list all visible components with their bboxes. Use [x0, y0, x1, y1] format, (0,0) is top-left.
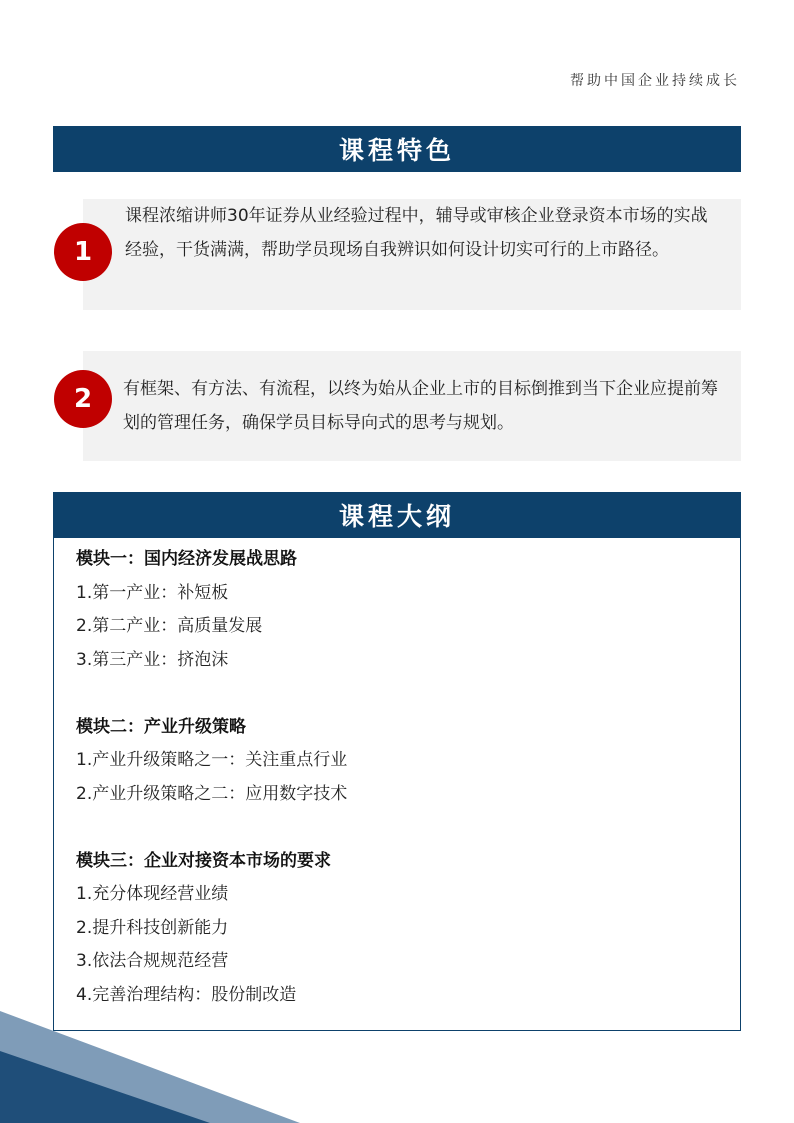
header-tagline: 帮助中国企业持续成长 [570, 73, 740, 89]
module-spacer [76, 677, 720, 711]
module-3-item: 1.充分体现经营业绩 [76, 884, 229, 904]
corner-decoration [0, 1011, 300, 1123]
module-2-item: 1.产业升级策略之一：关注重点行业 [76, 750, 348, 770]
feature-box-1 [83, 199, 741, 310]
module-1-item: 3.第三产业：挤泡沫 [76, 649, 229, 670]
module-2-item: 2.产业升级策略之二：应用数字技术 [76, 783, 348, 804]
module-3-item: 3.依法合规规范经营 [76, 951, 229, 971]
module-2-title: 模块二：产业升级策略 [76, 716, 246, 737]
module-1-item: 1.第一产业：补短板 [76, 582, 229, 603]
module-3-item: 4.完善治理结构：股份制改造 [76, 984, 297, 1005]
features-banner: 课程特色 [53, 126, 741, 172]
module-3-title: 模块三：企业对接资本市场的要求 [76, 850, 331, 871]
module-1-title: 模块一：国内经济发展战思路 [76, 549, 297, 569]
module-spacer [76, 811, 720, 845]
outline-content [76, 543, 720, 1012]
feature-box-2 [83, 351, 741, 461]
module-3-item: 2.提升科技创新能力 [76, 917, 229, 938]
feature-text-1: 课程浓缩讲师30年证券从业经验过程中，辅导或审核企业登录资本市场的实战经验，干货满满，帮助学员现场自我辨识如何设计切实可行的上市路径。 [125, 206, 708, 260]
feature-number-badge-2: 2 [54, 370, 112, 428]
outline-banner: 课程大纲 [53, 492, 741, 538]
module-1-item: 2.第二产业：高质量发展 [76, 616, 263, 636]
outline-box [53, 538, 741, 1031]
feature-number-badge-1: 1 [54, 223, 112, 281]
feature-text-2: 有框架、有方法、有流程，以终为始从企业上市的目标倒推到当下企业应提前筹划的管理任务，确保学员目标导向式的思考与规划。 [123, 379, 718, 433]
